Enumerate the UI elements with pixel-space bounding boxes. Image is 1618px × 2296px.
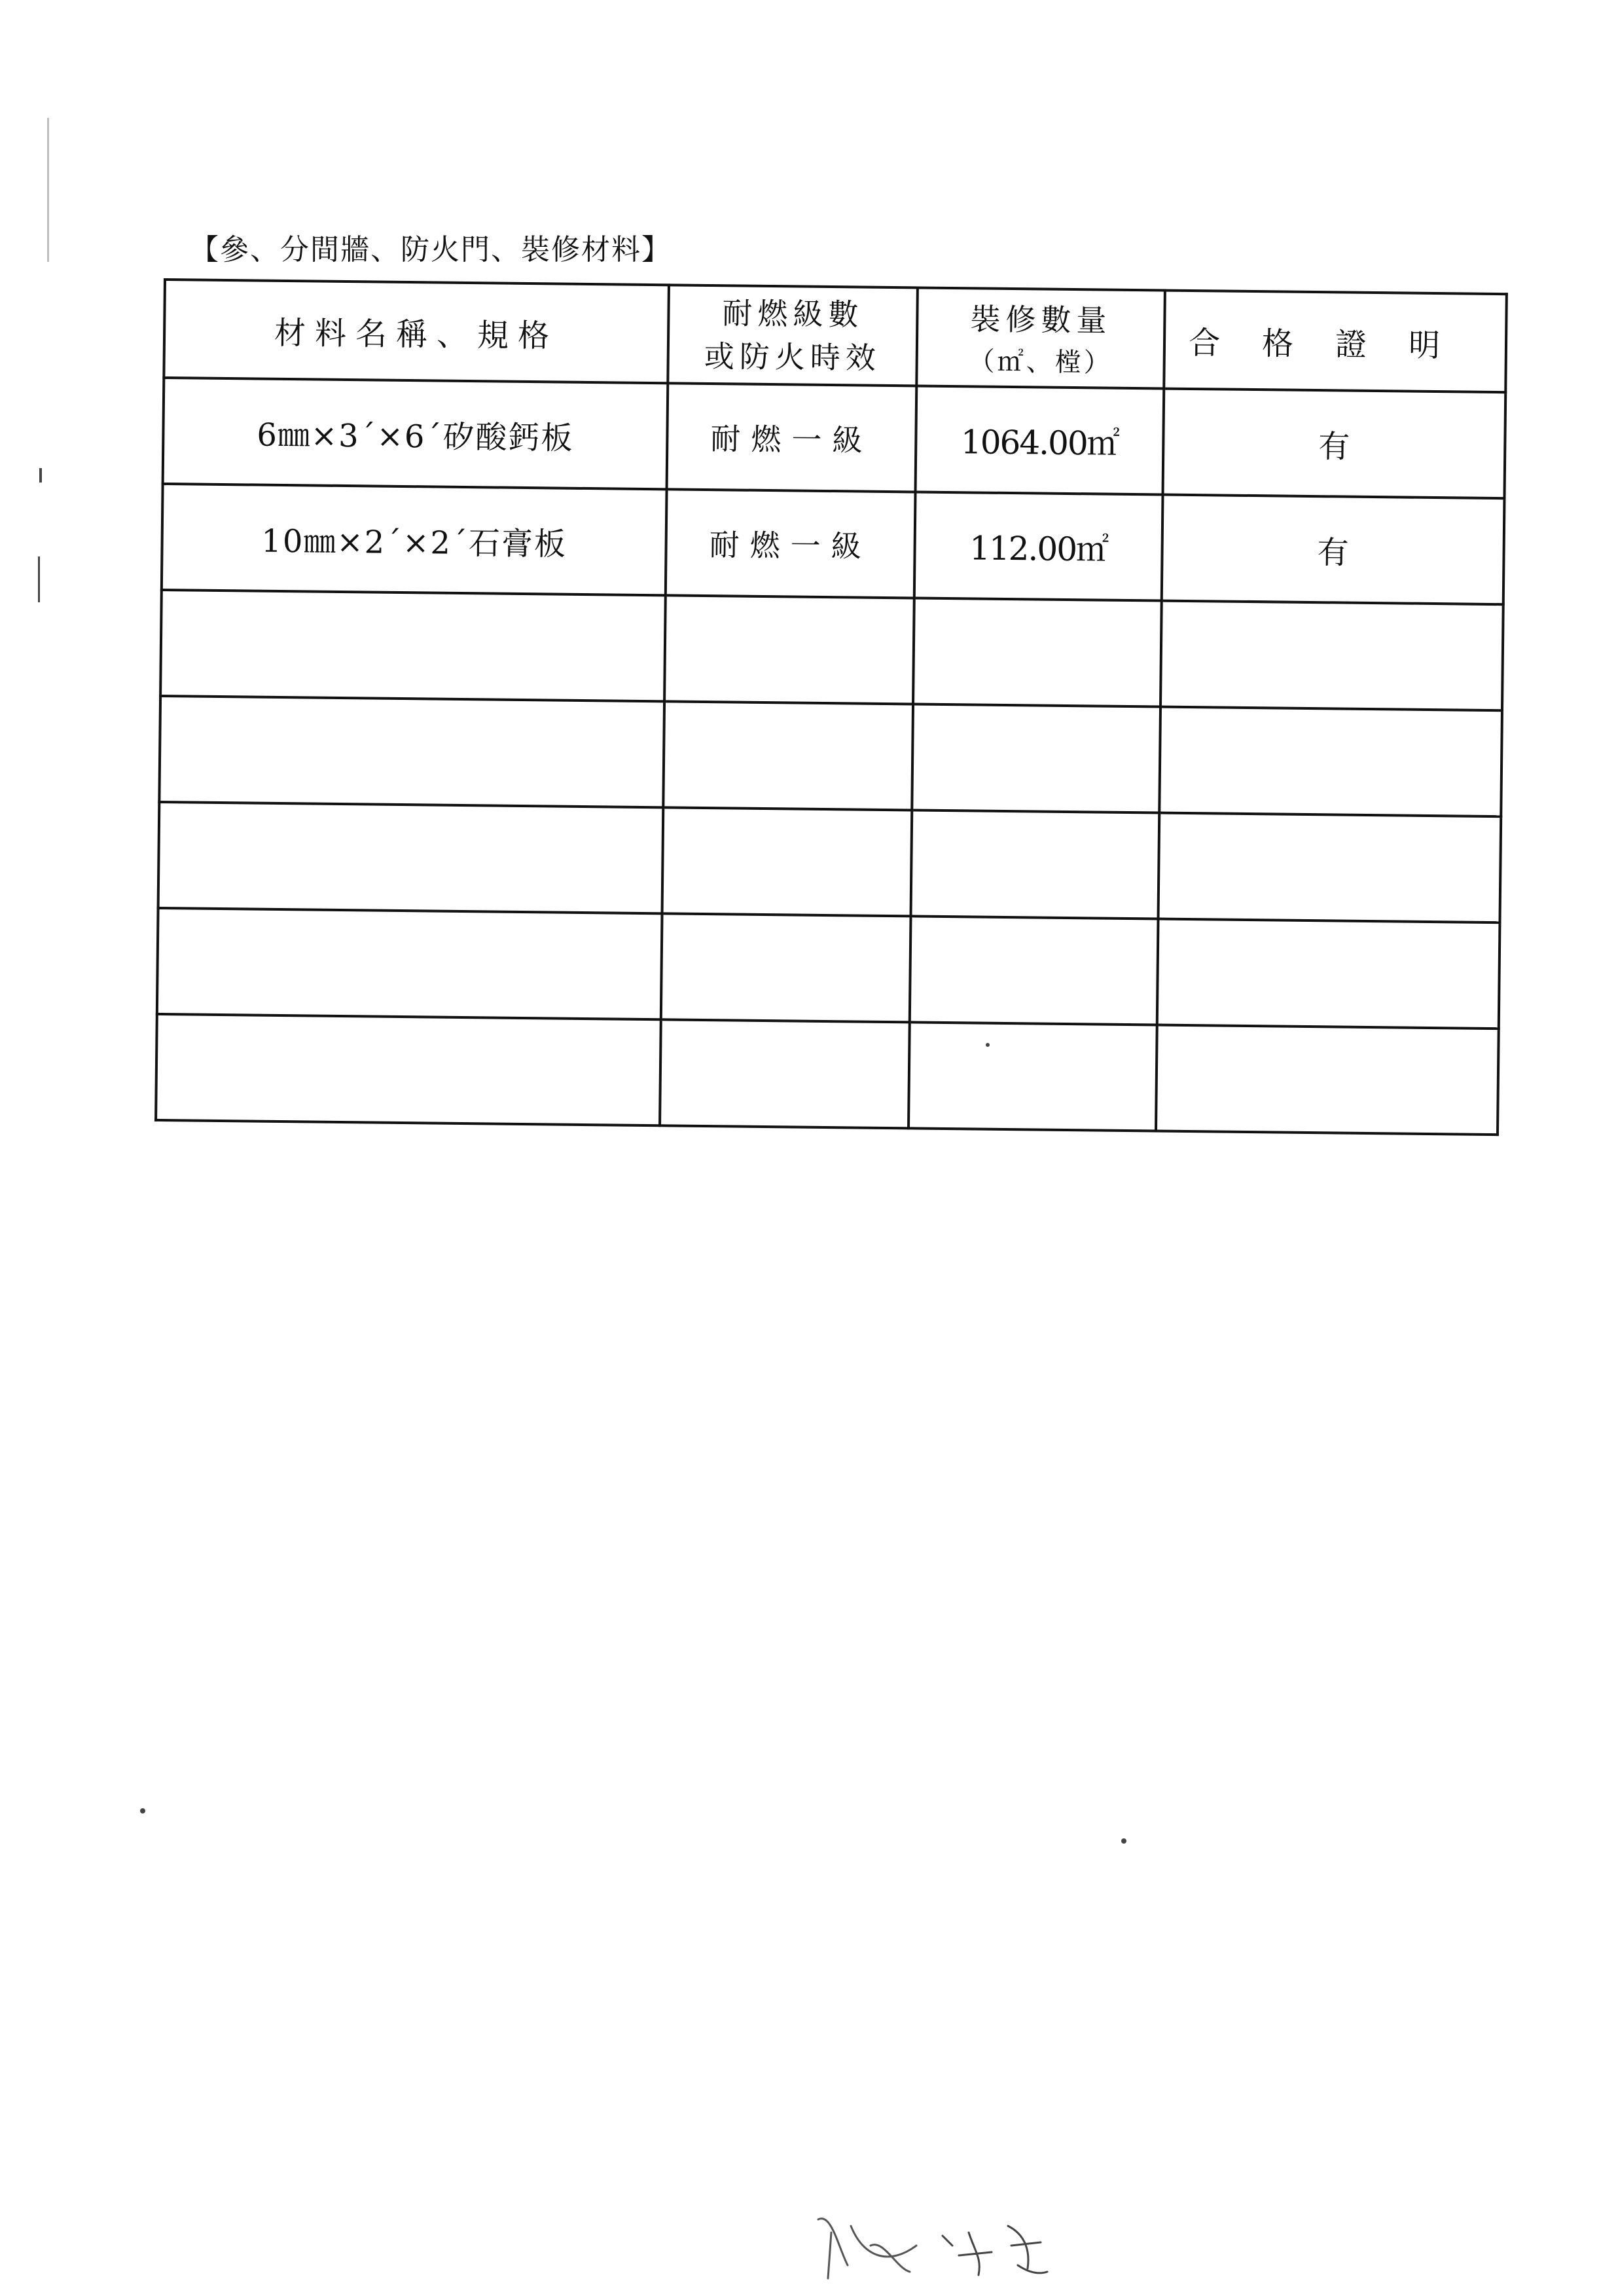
cell-rating	[663, 701, 913, 810]
table-row	[159, 696, 1502, 816]
cell-rating	[666, 489, 916, 598]
table-row	[160, 590, 1503, 710]
cell-certificate	[1156, 1025, 1499, 1135]
material-text: 6㎜×3´×6´矽酸鈣板	[257, 416, 574, 457]
cell-rating	[667, 383, 917, 492]
materials-table-container	[154, 278, 1505, 1136]
header-certificate-label: 合格證明	[1188, 324, 1483, 365]
table-row	[158, 802, 1501, 922]
header-material	[164, 280, 669, 383]
cell-quantity	[914, 492, 1163, 600]
materials-table	[154, 278, 1508, 1136]
cell-certificate	[1163, 389, 1506, 499]
header-quantity-line1: 裝修數量	[970, 301, 1112, 338]
quantity-text: 112.00㎡	[969, 529, 1108, 569]
header-rating-line1: 耐燃級數	[722, 295, 864, 333]
cell-rating	[662, 807, 912, 916]
cell-certificate	[1159, 813, 1501, 923]
header-quantity	[916, 287, 1165, 388]
handwritten-signature-icon	[812, 2206, 1060, 2291]
header-rating-line2: 或防火時效	[704, 338, 882, 376]
cell-quantity	[913, 598, 1162, 706]
scan-mark	[39, 468, 42, 483]
rating-text: 耐燃一級	[710, 421, 873, 458]
header-quantity-line2: （㎡、樘）	[968, 346, 1113, 378]
header-rating	[668, 285, 918, 386]
material-text: 10㎜×2´×2´石膏板	[261, 522, 567, 563]
cell-material	[159, 696, 664, 807]
header-certificate	[1164, 291, 1507, 393]
cell-quantity	[908, 1022, 1157, 1131]
scan-mark	[47, 118, 49, 262]
header-material-label: 材料名稱、規格	[274, 314, 559, 355]
scan-mark	[1121, 1838, 1126, 1844]
cell-material	[162, 484, 667, 595]
cell-rating	[660, 1019, 910, 1128]
scan-mark	[140, 1808, 145, 1813]
section-title: 【參、分間牆、防火門、裝修材料】	[190, 233, 672, 266]
rating-text: 耐燃一級	[709, 527, 872, 564]
scan-mark	[986, 1043, 990, 1047]
scan-mark	[38, 556, 40, 602]
cell-quantity	[916, 386, 1164, 494]
cell-certificate	[1159, 707, 1502, 817]
table-row	[162, 484, 1505, 604]
table-row	[163, 378, 1506, 498]
certificate-text: 有	[1318, 428, 1350, 465]
quantity-text: 1064.00㎡	[960, 423, 1119, 463]
cell-material	[160, 590, 666, 701]
cell-quantity	[912, 704, 1160, 812]
cell-material	[157, 908, 662, 1019]
table-header-row	[164, 280, 1507, 392]
cell-material	[156, 1014, 661, 1125]
cell-certificate	[1157, 919, 1500, 1029]
table-row	[157, 908, 1500, 1029]
cell-quantity	[911, 810, 1160, 919]
table-row	[156, 1014, 1499, 1135]
cell-rating	[664, 595, 914, 704]
cell-rating	[661, 913, 911, 1022]
cell-material	[158, 802, 664, 913]
certificate-text: 有	[1317, 534, 1349, 572]
cell-certificate	[1160, 601, 1503, 711]
cell-material	[163, 378, 668, 489]
cell-certificate	[1162, 495, 1505, 605]
cell-quantity	[910, 916, 1159, 1025]
